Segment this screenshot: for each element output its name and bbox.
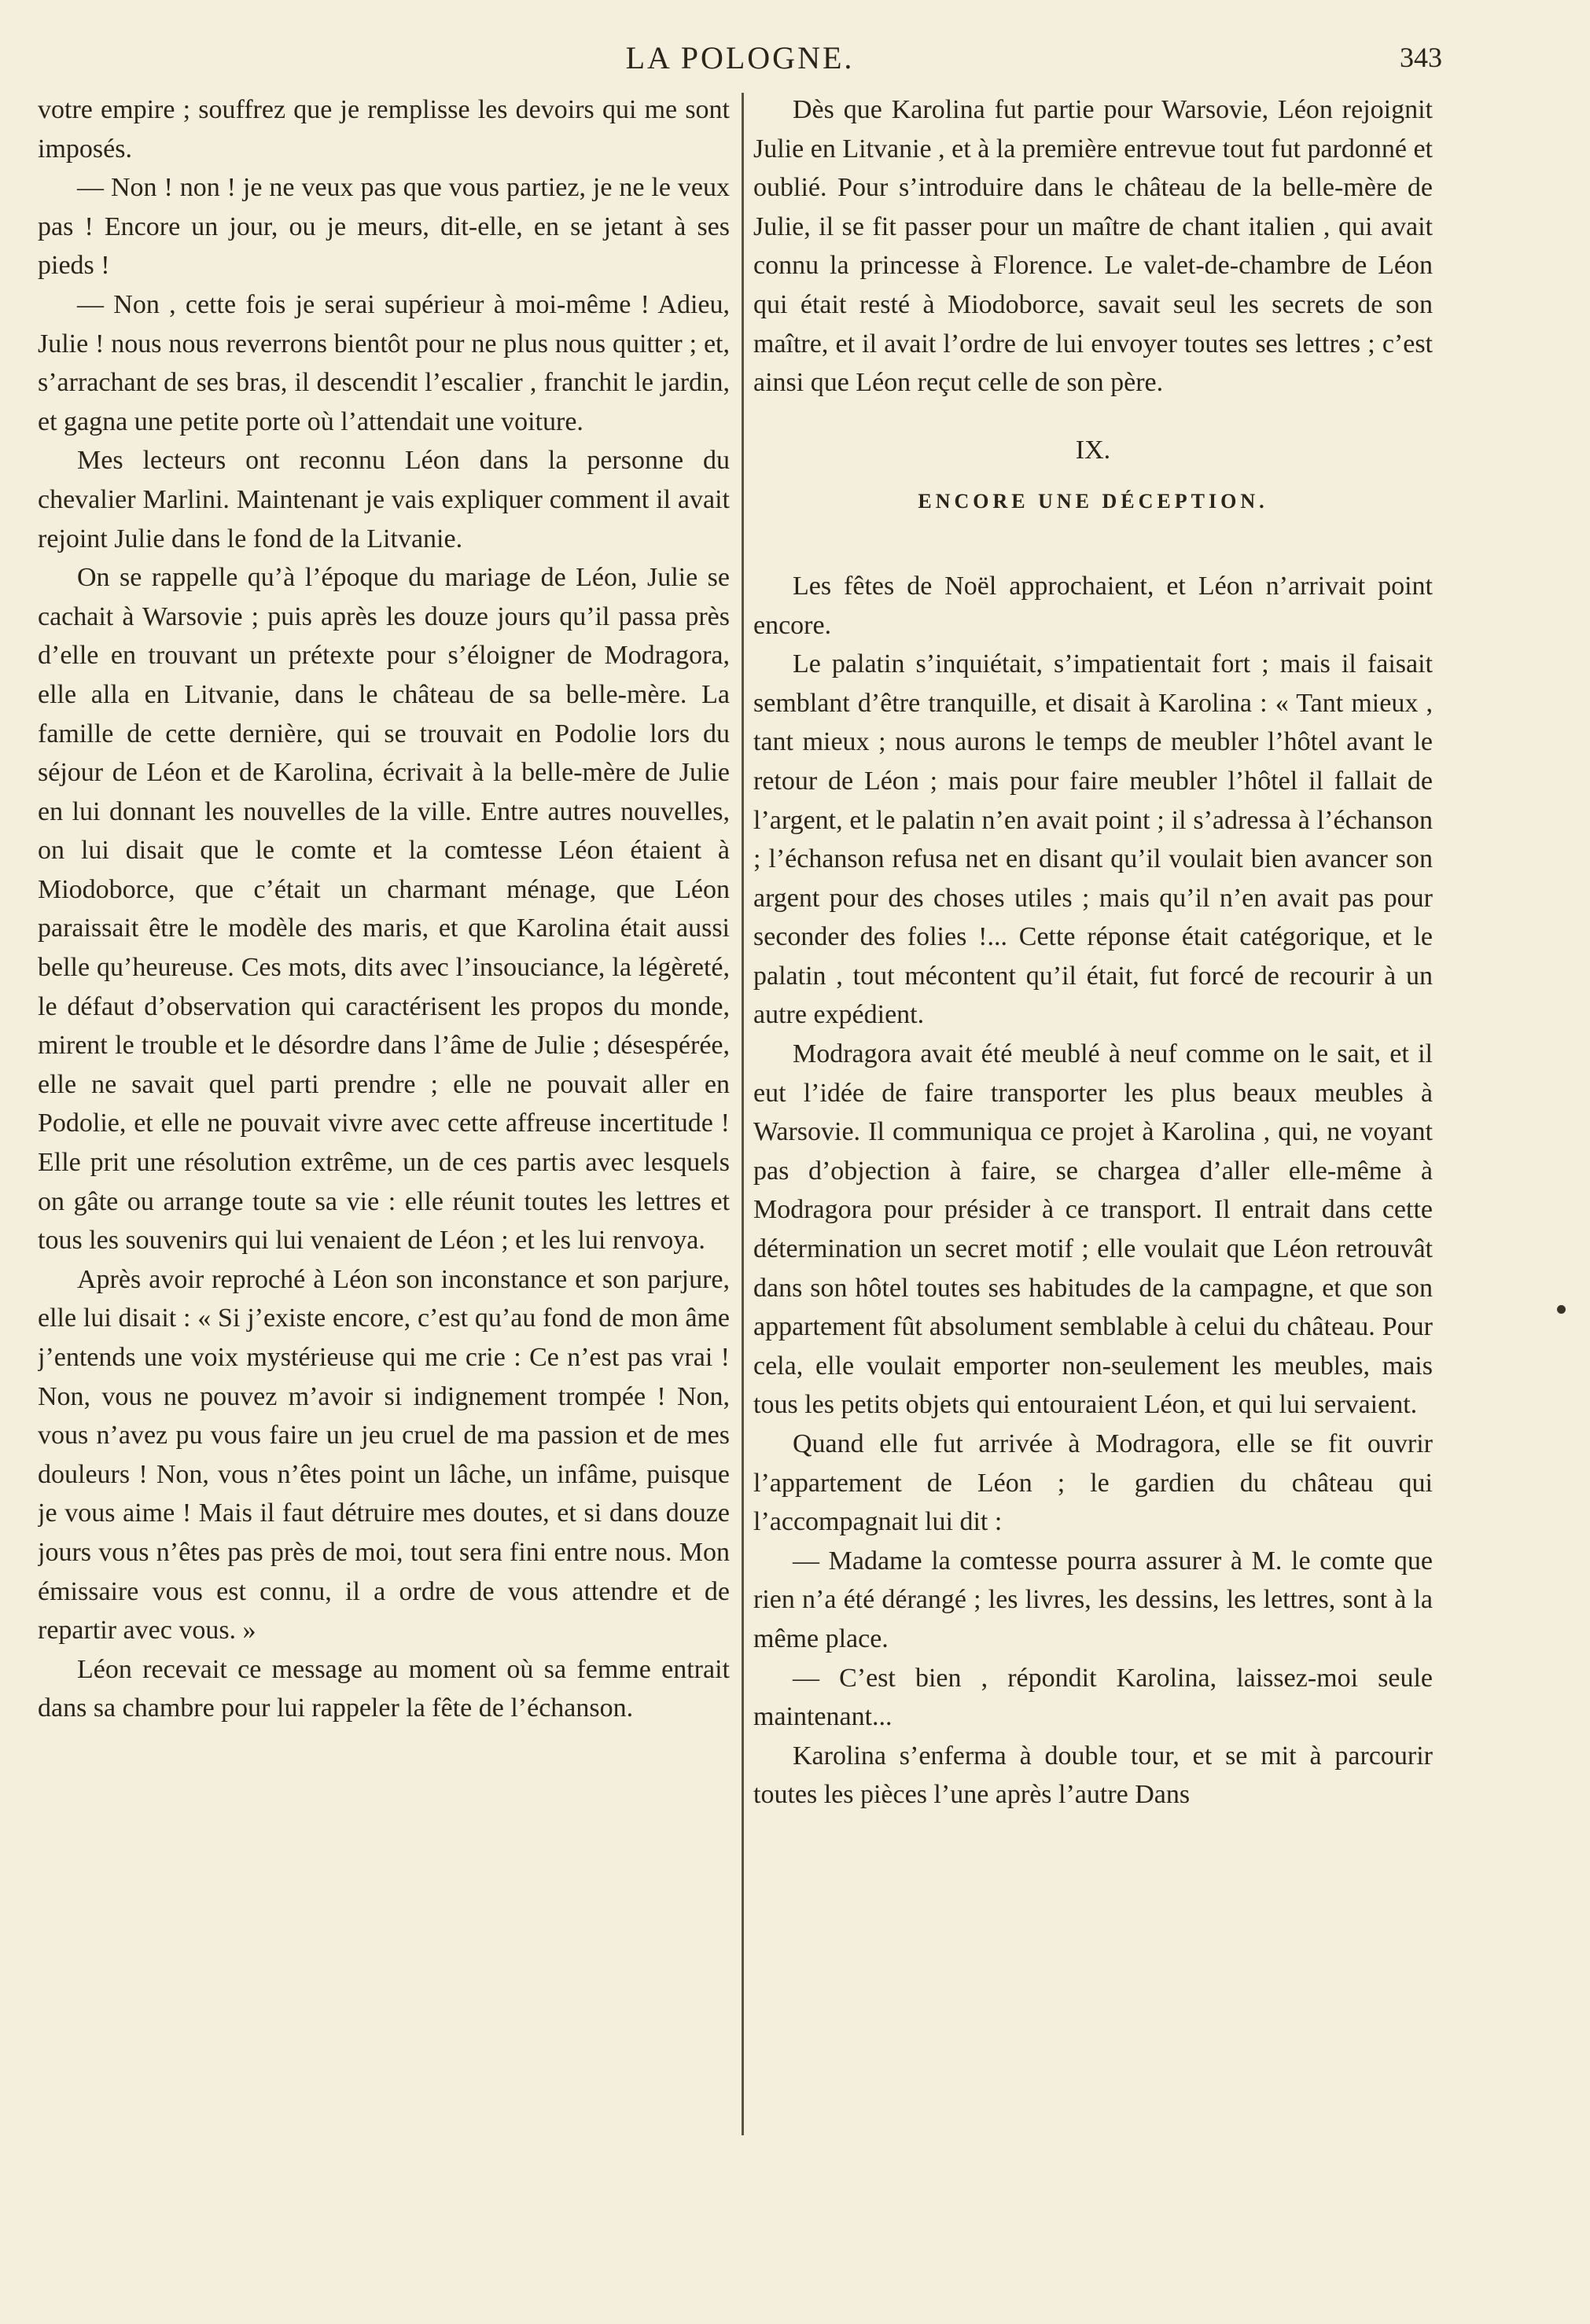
paragraph: — Madame la comtesse pourra assurer à M. le comte que rien n’a été dérangé ; les livres, les dessins, les lettres, sont à la même place. [753,1546,1433,1653]
paragraph: Dès que Karolina fut partie pour Warsovie, Léon rejoignit Julie en Litvanie , et à la première entrevue tout fut pardonné et oublié. Pour s’introduire dans le château de la belle-mère de Julie, il se fit passer pour un maître de chant italien , qui avait connu la princesse à Florence. Le valet-de-chambre de Léon qui était resté à Miodoborce, savait seul les secrets de son maître, et il avait l’ordre de lui envoyer toutes ses lettres ; c’est ainsi que Léon reçut celle de son père. [753,95,1433,398]
paragraph: Les fêtes de Noël approchaient, et Léon n’arrivait point encore. [753,571,1433,640]
paragraph: Karolina s’enferma à double tour, et se mit à parcourir toutes les pièces l’une après l’autre Dans [753,1741,1433,1810]
paragraph: Quand elle fut arrivée à Modragora, elle se fit ouvrir l’appartement de Léon ; le gardien du château qui l’accompagnait lui dit : [753,1429,1433,1537]
running-title: LA POLOGNE. [625,40,855,75]
column-divider [742,93,744,2135]
page-header [38,31,1442,79]
section-title: ENCORE UNE DÉCEPTION. [918,490,1268,513]
paragraph: Léon recevait ce message au moment où sa femme entrait dans sa chambre pour lui rappeler la fête de l’échanson. [38,1654,730,1723]
left-column [38,90,730,2260]
paragraph: Mes lecteurs ont reconnu Léon dans la personne du chevalier Marlini. Maintenant je vais expliquer comment il avait rejoint Julie dans le fond de la Litvanie. [38,446,730,553]
paragraph: Le palatin s’inquiétait, s’impatientait fort ; mais il faisait semblant d’être tranquille, et disait à Karolina : « Tant mieux , tant mieux ; nous aurons le temps de meubler l’hôtel avant le retour de Léon ; mais pour faire meubler l’hôtel il fallait de l’argent, et le palatin n’en avait point ; il s’adressa à l’échanson ; l’échanson refusa net en disant qu’il voulait bien avancer son argent pour des choses utiles ; mais qu’il n’en avait pas pour seconder des folies !... Cette réponse était catégorique, et le palatin , tout mécontent qu’il était, fut forcé de recourir à un autre expédient. [753,649,1433,1030]
page-number: 343 [1400,42,1442,73]
paragraph: Modragora avait été meublé à neuf comme on le sait, et il eut l’idée de faire transporter les plus beaux meubles à Warsovie. Il communiqua ce projet à Karolina , qui, ne voyant pas d’objection à faire, se chargea d’aller elle-même à Modragora pour présider à ce transport. Il entrait dans cette détermination un secret motif ; elle voulait que Léon retrouvât dans son hôtel toutes ses habitudes de la campagne, et que son appartement fût absolument semblable à celui du château. Pour cela, elle voulait emporter non-seulement les meubles, mais tous les petits objets qui entouraient Léon, et qui lui servaient. [753,1039,1433,1420]
right-column [753,90,1433,2260]
paragraph: On se rappelle qu’à l’époque du mariage de Léon, Julie se cachait à Warsovie ; puis après les douze jours qu’il passa près d’elle en trouvant un prétexte pour s’éloigner de Modragora, elle alla en Litvanie, dans le château de sa belle-mère. La famille de cette dernière, qui se trouvait en Podolie lors du séjour de Léon et de Karolina, écrivait à la belle-mère de Julie en lui donnant les nouvelles de la ville. Entre autres nouvelles, on lui disait que le comte et la comtesse Léon étaient à Miodoborce, que c’était un charmant ménage, que Léon paraissait être le modèle des maris, et que Karolina était aussi belle qu’heureuse. Ces mots, dits avec l’insouciance, la légèreté, le défaut d’observation qui caractérisent les propos du monde, mirent le trouble et le désordre dans l’âme de Julie ; désespérée, elle ne savait quel parti prendre ; elle ne pouvait aller en Podolie, et elle ne pouvait vivre avec cette affreuse incertitude ! Elle prit une résolution extrême, un de ces partis avec lesquels on gâte ou arrange toute sa vie : elle réunit toutes les lettres et tous les souvenirs qui lui venaient de Léon ; et les lui renvoya. [38,563,730,1256]
section-number: IX. [1075,435,1111,465]
paragraph: Après avoir reproché à Léon son inconstance et son parjure, elle lui disait : « Si j’existe encore, c’est qu’au fond de mon âme j’entends une voix mystérieuse qui me crie : Ce n’est pas vrai ! Non, vous ne pouvez m’avoir si indignement trompée ! Non, vous n’avez pu vous faire un jeu cruel de ma passion et de mes douleurs ! Non, vous n’êtes point un lâche, un infâme, puisque je vous aime ! Mais il faut détruire mes doutes, et si dans douze jours vous n’êtes pas près de moi, tout sera fini entre nous. Mon émissaire vous est connu, il a ordre de vous attendre et de repartir avec vous. » [38,1264,730,1646]
paragraph: — C’est bien , répondit Karolina, laissez-moi seule maintenant... [753,1663,1433,1732]
paragraph: — Non ! non ! je ne veux pas que vous partiez, je ne le veux pas ! Encore un jour, ou je meurs, dit-elle, en se jetant à ses pieds ! [38,173,730,281]
paragraph: — Non , cette fois je serai supérieur à moi-même ! Adieu, Julie ! nous nous reverrons bientôt pour ne plus nous quitter ; et, s’arrachant de ses bras, il descendit l’escalier , franchit le jardin, et gagna une petite porte où l’attendait une voiture. [38,289,730,436]
paragraph: votre empire ; souffrez que je remplisse les devoirs qui me sont imposés. [38,95,730,164]
ink-spot [1557,1305,1566,1314]
